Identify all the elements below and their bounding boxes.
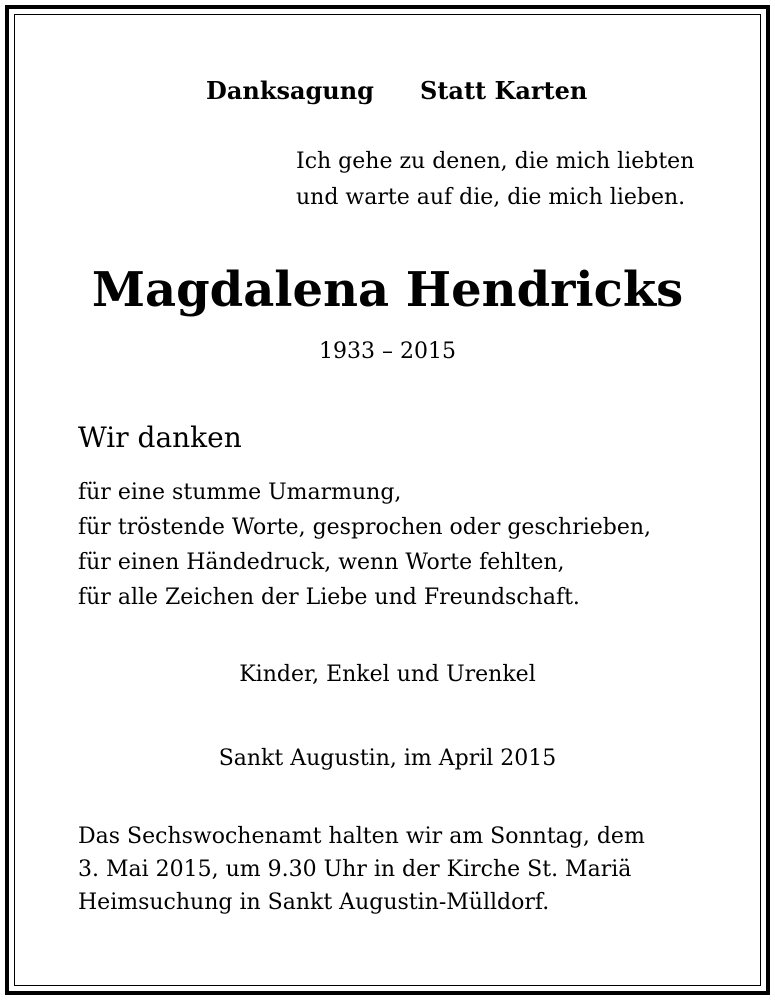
quote bbox=[296, 144, 694, 216]
service-line: 3. Mai 2015, um 9.30 Uhr in der Kirche St. Mariä bbox=[78, 857, 632, 882]
family-signature: Kinder, Enkel und Urenkel bbox=[239, 662, 536, 687]
header-danksagung: Danksagung bbox=[206, 76, 374, 105]
thanks-heading: Wir danken bbox=[78, 421, 242, 454]
service-line: Heimsuchung in Sankt Augustin-Mülldorf. bbox=[78, 890, 550, 915]
thanks-line: für einen Händedruck, wenn Worte fehlten, bbox=[78, 550, 565, 575]
thanks-list bbox=[78, 475, 651, 615]
life-years: 1933 – 2015 bbox=[319, 339, 456, 364]
place-date: Sankt Augustin, im April 2015 bbox=[218, 746, 557, 771]
service-notice bbox=[78, 820, 645, 919]
deceased-name: Magdalena Hendricks bbox=[91, 262, 684, 318]
thanks-line: für tröstende Worte, gesprochen oder geschrieben, bbox=[78, 515, 652, 540]
header-statt-karten: Statt Karten bbox=[420, 76, 588, 105]
thanks-line: für eine stumme Umarmung, bbox=[78, 480, 402, 505]
quote-line: und warte auf die, die mich lieben. bbox=[296, 185, 686, 210]
quote-line: Ich gehe zu denen, die mich liebten bbox=[296, 149, 695, 174]
thanks-line: für alle Zeichen der Liebe und Freundschaft. bbox=[78, 585, 580, 610]
service-line: Das Sechswochenamt halten wir am Sonntag, dem bbox=[78, 824, 645, 849]
